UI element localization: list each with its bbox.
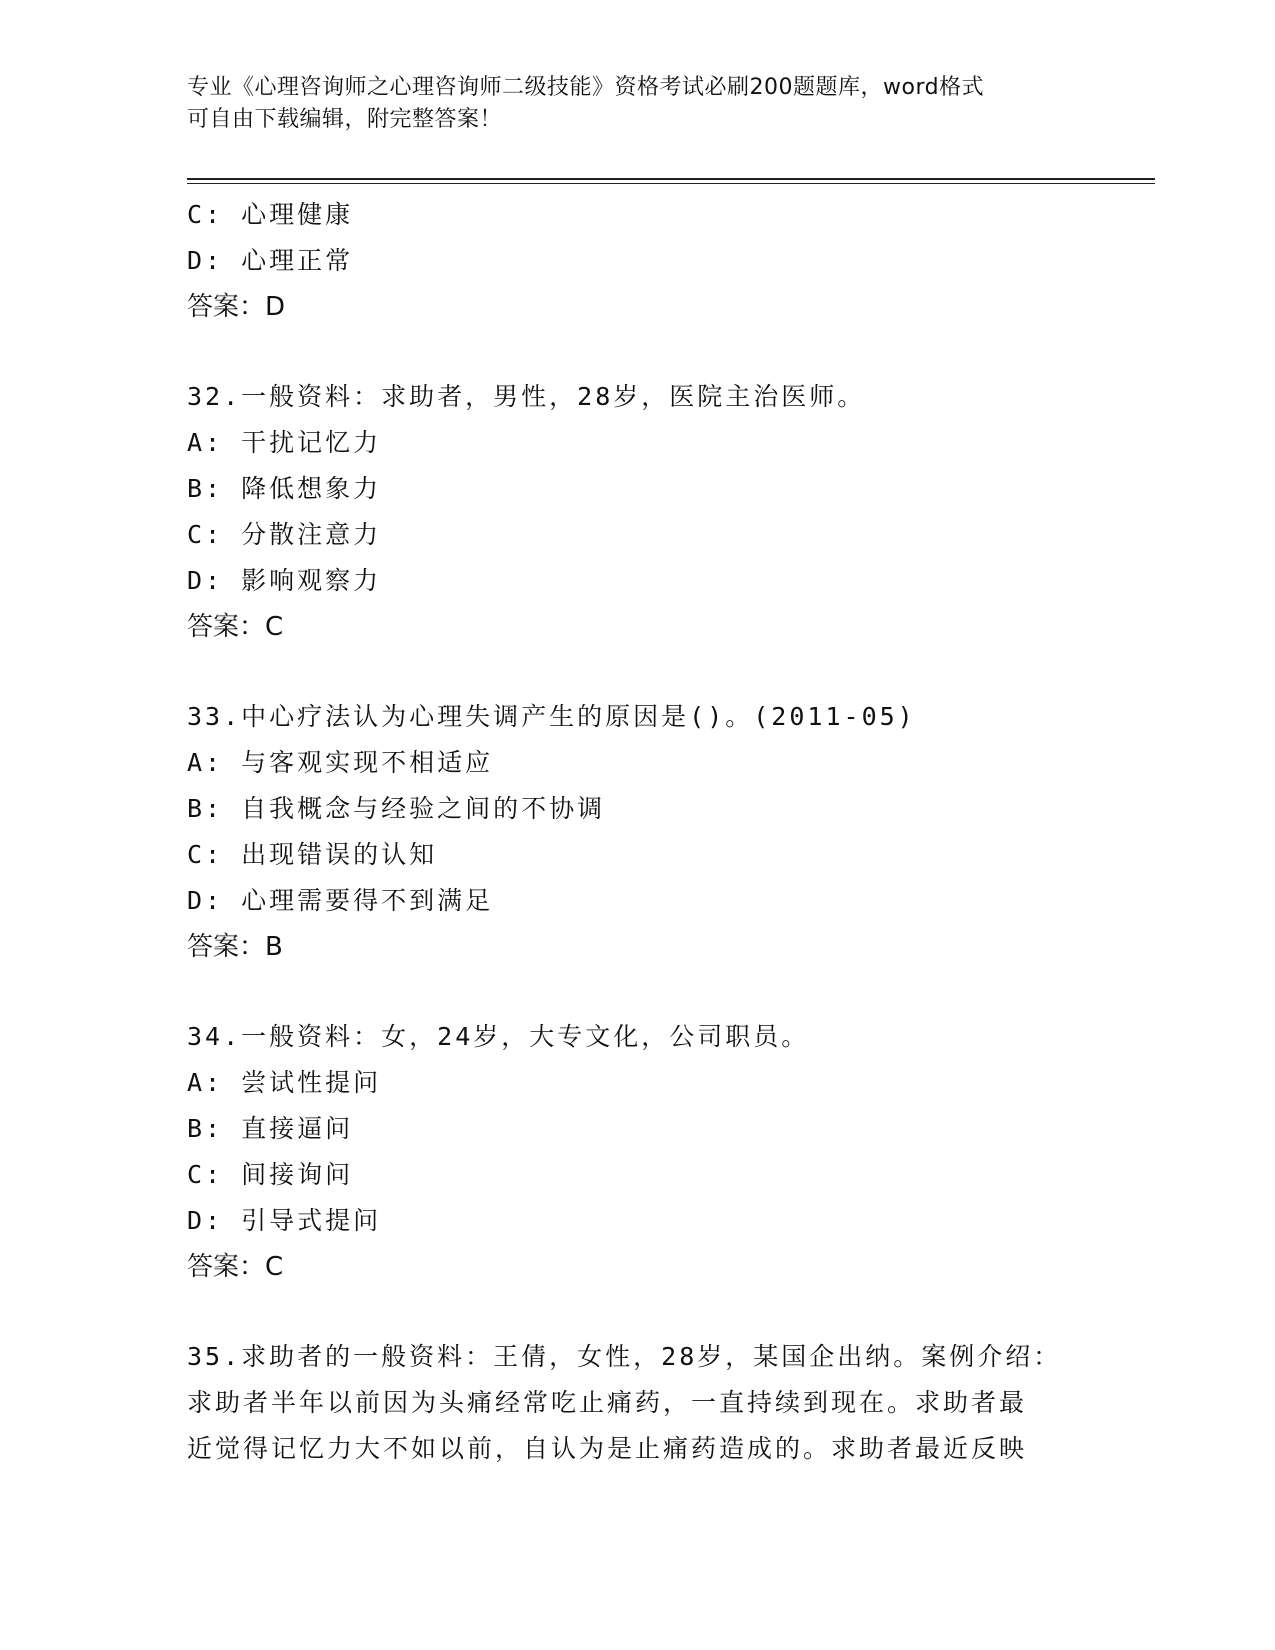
option-d: D: 心理需要得不到满足	[187, 886, 494, 915]
question-text-line: 近觉得记忆力大不如以前，自认为是止痛药造成的。求助者最近反映	[187, 1434, 1028, 1463]
question-text-line: 35.求助者的一般资料：王倩，女性，28岁，某国企出纳。案例介绍：	[187, 1342, 1062, 1371]
option-b: B: 降低想象力	[187, 474, 382, 503]
option-a: A: 干扰记忆力	[187, 428, 382, 457]
spacer	[187, 970, 1087, 1014]
question-stem: 34.一般资料：女，24岁，大专文化，公司职员。	[187, 1022, 810, 1051]
question-35	[187, 1334, 1087, 1472]
header-line-2: 可自由下载编辑，附完整答案！	[187, 107, 503, 132]
option-d: D: 影响观察力	[187, 566, 382, 595]
answer-line: 答案：B	[187, 932, 283, 962]
option-c: C: 出现错误的认知	[187, 840, 438, 869]
question-stem: 33.中心疗法认为心理失调产生的原因是()。(2011-05)	[187, 702, 916, 731]
option-c: C: 间接询问	[187, 1160, 354, 1189]
spacer	[187, 330, 1087, 374]
option-d: D: 引导式提问	[187, 1206, 382, 1235]
answer-line: 答案：C	[187, 1252, 284, 1282]
question-stem: 32.一般资料：求助者，男性，28岁，医院主治医师。	[187, 382, 866, 411]
question-text-line: 求助者半年以前因为头痛经常吃止痛药，一直持续到现在。求助者最	[187, 1388, 1028, 1417]
question-34	[187, 1014, 1087, 1290]
option-d: D: 心理正常	[187, 246, 354, 275]
header-divider-thick	[187, 178, 1155, 180]
question-list	[187, 192, 1087, 1472]
answer-line: 答案：D	[187, 292, 286, 322]
option-b: B: 直接逼问	[187, 1114, 354, 1143]
header-divider-thin	[187, 183, 1155, 184]
document-header	[187, 72, 1067, 136]
spacer	[187, 1290, 1087, 1334]
question-32	[187, 374, 1087, 650]
option-a: A: 与客观实现不相适应	[187, 748, 494, 777]
spacer	[187, 650, 1087, 694]
header-line-1: 专业《心理咨询师之心理咨询师二级技能》资格考试必刷200题题库，word格式	[187, 75, 985, 100]
question-33	[187, 694, 1087, 970]
option-c: C: 分散注意力	[187, 520, 382, 549]
carryover-question	[187, 192, 1087, 330]
option-c: C: 心理健康	[187, 200, 354, 229]
option-b: B: 自我概念与经验之间的不协调	[187, 794, 606, 823]
answer-line: 答案：C	[187, 612, 284, 642]
option-a: A: 尝试性提问	[187, 1068, 382, 1097]
